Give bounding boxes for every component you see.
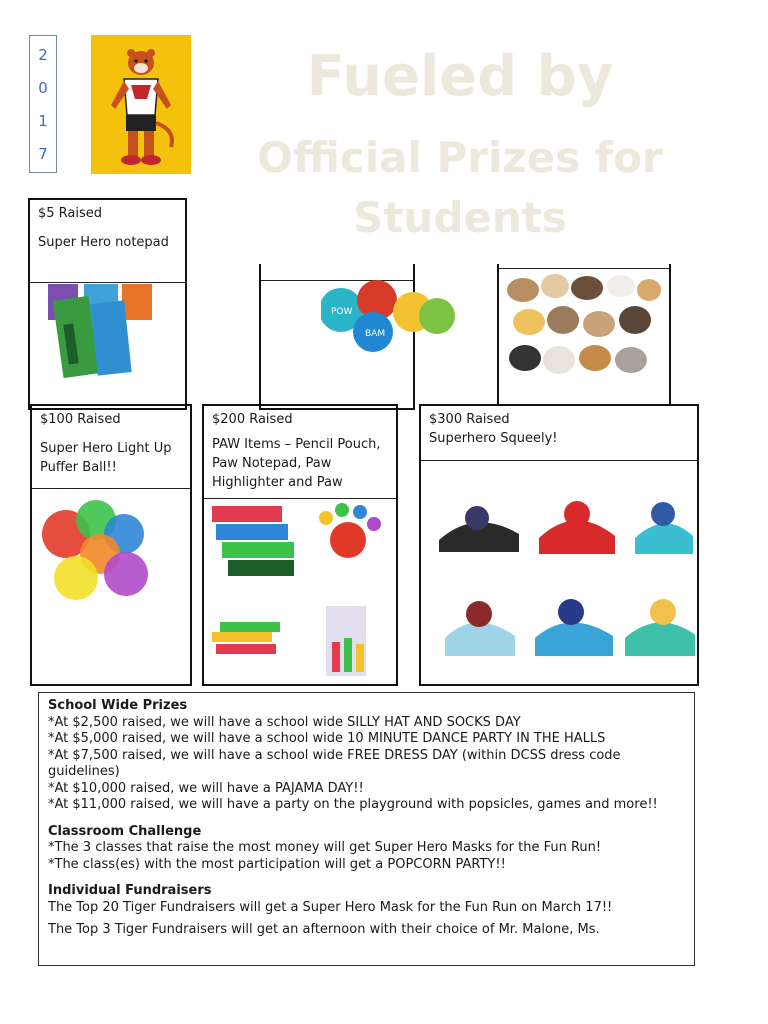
year-digit: 0 <box>38 78 48 97</box>
superhero-squeely-image <box>435 488 695 684</box>
year-digit: 2 <box>38 45 48 64</box>
prize-image-frame <box>259 264 415 410</box>
prize-box-5 <box>28 198 187 410</box>
prize-line: The Top 3 Tiger Fundraisers will get an afternoon with their choice of Mr. Malone, Ms. <box>48 922 600 937</box>
prize-line: The Top 20 Tiger Fundraisers will get a Super Hero Mask for the Fun Run on March 17!! <box>48 899 613 915</box>
page-title: Fueled by <box>306 44 614 109</box>
paw-items-image <box>208 502 394 682</box>
prize-amount: $100 Raised <box>40 412 121 427</box>
school-prizes-section <box>38 692 695 966</box>
prize-line: *The class(es) with the most participation will get a POPCORN PARTY!! <box>48 856 506 872</box>
prize-line: *At $11,000 raised, we will have a party on the playground with popsicles, games and more!! <box>48 797 658 812</box>
svg-text:BAM: BAM <box>365 329 386 339</box>
year-digit: 7 <box>38 144 48 163</box>
plush-animals-image <box>503 270 663 386</box>
notepad-image <box>44 284 164 382</box>
prize-box-200 <box>202 404 398 686</box>
section-heading: Classroom Challenge <box>48 823 202 839</box>
page-subtitle: Official Prizes for Students <box>257 133 663 242</box>
prize-amount: $300 Raised <box>429 412 510 427</box>
prize-amount: $5 Raised <box>38 206 103 221</box>
prize-line: *The 3 classes that raise the most money will get Super Hero Masks for the Fun Run! <box>48 840 602 855</box>
year-digit: 1 <box>38 111 48 130</box>
prize-line: *At $10,000 raised, we will have a PAJAMA DAY!! <box>48 780 364 796</box>
year-column <box>29 35 57 173</box>
prize-name: Super Hero Light Up Puffer Ball!! <box>40 441 172 475</box>
section-heading: Individual Fundraisers <box>48 883 212 898</box>
prize-line: *At $2,500 raised, we will have a school wide SILLY HAT AND SOCKS DAY <box>48 714 521 730</box>
puffer-balls-image <box>36 498 156 608</box>
prize-name: Superhero Squeely! <box>429 431 558 446</box>
prize-line: *At $7,500 raised, we will have a school wide FREE DRESS DAY (within DCSS dress code guidelines) <box>48 747 621 779</box>
tiger-mascot-logo <box>91 35 191 174</box>
prize-line: *At $5,000 raised, we will have a school wide 10 MINUTE DANCE PARTY IN THE HALLS <box>48 731 606 746</box>
prize-amount: $200 Raised <box>212 412 293 427</box>
prize-name: PAW Items – Pencil Pouch, Paw Notepad, Paw Highlighter and Paw <box>212 437 381 490</box>
section-heading: School Wide Prizes <box>48 698 188 713</box>
prize-name: Super Hero notepad <box>38 235 169 250</box>
prize-box-300 <box>419 404 699 686</box>
prize-image-frame <box>497 264 671 404</box>
prize-box-100 <box>30 404 192 686</box>
bouncy-balls-image <box>321 280 471 352</box>
svg-text:POW: POW <box>331 307 353 317</box>
